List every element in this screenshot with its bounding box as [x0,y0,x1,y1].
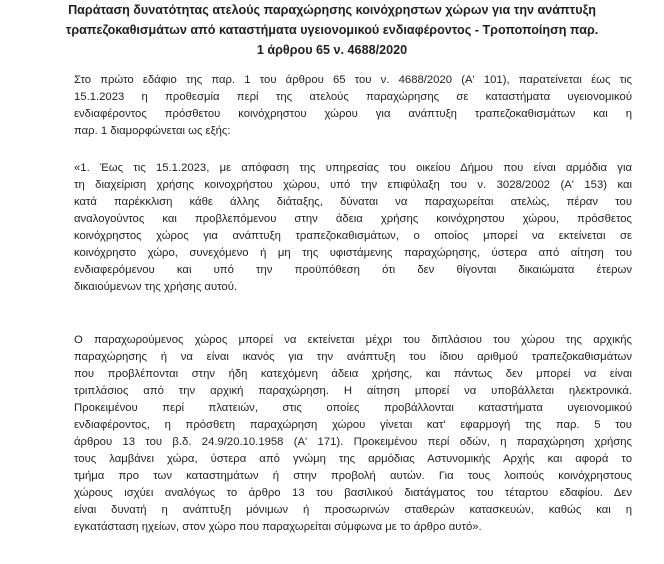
text-line: είναι δυνατή η ανάπτυξη μόνιμων ή προσωρινών σταθερών κατασκευών, καθώς και η [74,504,632,516]
text-line: τη διαχείριση χρήσης κοινοχρήστου χώρου, υπό την επιφύλαξη του ν. 3028/2002 (Α' 153) και [74,179,632,191]
paragraph-space-extension [74,332,632,536]
text-line: άρθρου 13 του β.δ. 24.9/20.10.1958 (Α' 171). Προκειμένου περί οδών, η παραχώρηση χρήσης [74,436,632,448]
text-line: δικαιούμενων της χρήσης αυτού. [74,281,238,293]
text-line: τριπλάσιος από την αρχική παραχώρηση. Η αίτηση μπορεί να υποβάλλεται ηλεκτρονικά. [74,385,632,397]
text-line: Στο πρώτο εδάφιο της παρ. 1 του άρθρου 65 του ν. 4688/2020 (Α' 101), παρατείνεται έως τις [74,74,632,86]
text-line: τμήμα προ των καταστημάτων ή στην προβολή αυτών. Για τους λοιπούς κοινόχρηστους [74,470,632,482]
text-line: ενδιαφερόμενου και υπό την προϋπόθεση ότι δεν θίγονται δικαιώματα έτερων [74,264,632,276]
text-line: κοινόχρηστο χώρο, συνεχόμενο ή μη της υφιστάμενης παραχώρησης, ύστερα από αίτηση του [74,247,632,259]
paragraph-quoted-provision [74,160,632,296]
text-line: Ο παραχωρούμενος χώρος μπορεί να εκτείνεται μέχρι του διπλάσιου του χώρου της αρχικής [74,334,632,346]
text-line: αναλογούντος και προβλεπόμενου στην άδεια χρήσης κοινόχρηστου χώρου, πρόσθετος [74,213,632,225]
document-title [0,0,664,60]
paragraph-intro [74,72,632,140]
title-line: Παράταση δυνατότητας ατελούς παραχώρησης κοινόχρηστων χώρων για την ανάπτυξη [68,3,596,17]
title-line: τραπεζοκαθισμάτων από καταστήματα υγειονομικού ενδιαφέροντος - Τροποποίηση παρ. [65,23,599,37]
text-line: χώρους ισχύει αναλόγως το άρθρο 13 του βασιλικού διατάγματος του τέταρτου εδαφίου. Δεν [74,487,632,499]
text-line: Προκειμένου περί πλατειών, στις οποίες προβάλλονται καταστήματα υγειονομικού [74,402,632,414]
text-line: παρ. 1 διαμορφώνεται ως εξής: [74,125,231,137]
text-line: κατά παρέκκλιση κάθε άλλης διάταξης, δύναται να παραχωρείται ατελώς, πέραν του [74,196,632,208]
text-line: κοινόχρηστος χώρος για ανάπτυξη τραπεζοκαθισμάτων, ο οποίος μπορεί να εκτείνεται σε [74,230,632,242]
title-line: 1 άρθρου 65 ν. 4688/2020 [256,43,408,57]
text-line: παραχώρησης ή να είναι ικανός για την ανάπτυξη του ίδιου αριθμού τραπεζοκαθισμάτων [74,351,632,363]
text-line: «1. Έως τις 15.1.2023, με απόφαση της υπηρεσίας του οικείου Δήμου που είναι αρμόδια για [74,162,632,174]
text-line: ενδιαφέροντος, η πρόσθετη παραχώρηση χώρου γίνεται κατ' εφαρμογή της παρ. 5 του [74,419,632,431]
text-line: που προβλέπονται στην ήδη κατεχόμενη άδεια χρήσης, και πάντως δεν μπορεί να είναι [74,368,632,380]
text-line: τους λαμβάνει χώρα, ύστερα από γνώμη της αρμόδιας Αστυνομικής Αρχής και αφορά το [74,453,632,465]
text-line: 15.1.2023 η προθεσμία περί της ατελούς παραχώρησης σε καταστήματα υγειονομικού [74,91,632,103]
text-line: εγκατάσταση ηχείων, στον χώρο που παραχωρείται σύμφωνα με το άρθρο αυτό». [74,521,482,533]
text-line: ενδιαφέροντος πρόσθετου κοινόχρηστου χώρου για ανάπτυξη τραπεζοκαθισμάτων και η [74,108,632,120]
